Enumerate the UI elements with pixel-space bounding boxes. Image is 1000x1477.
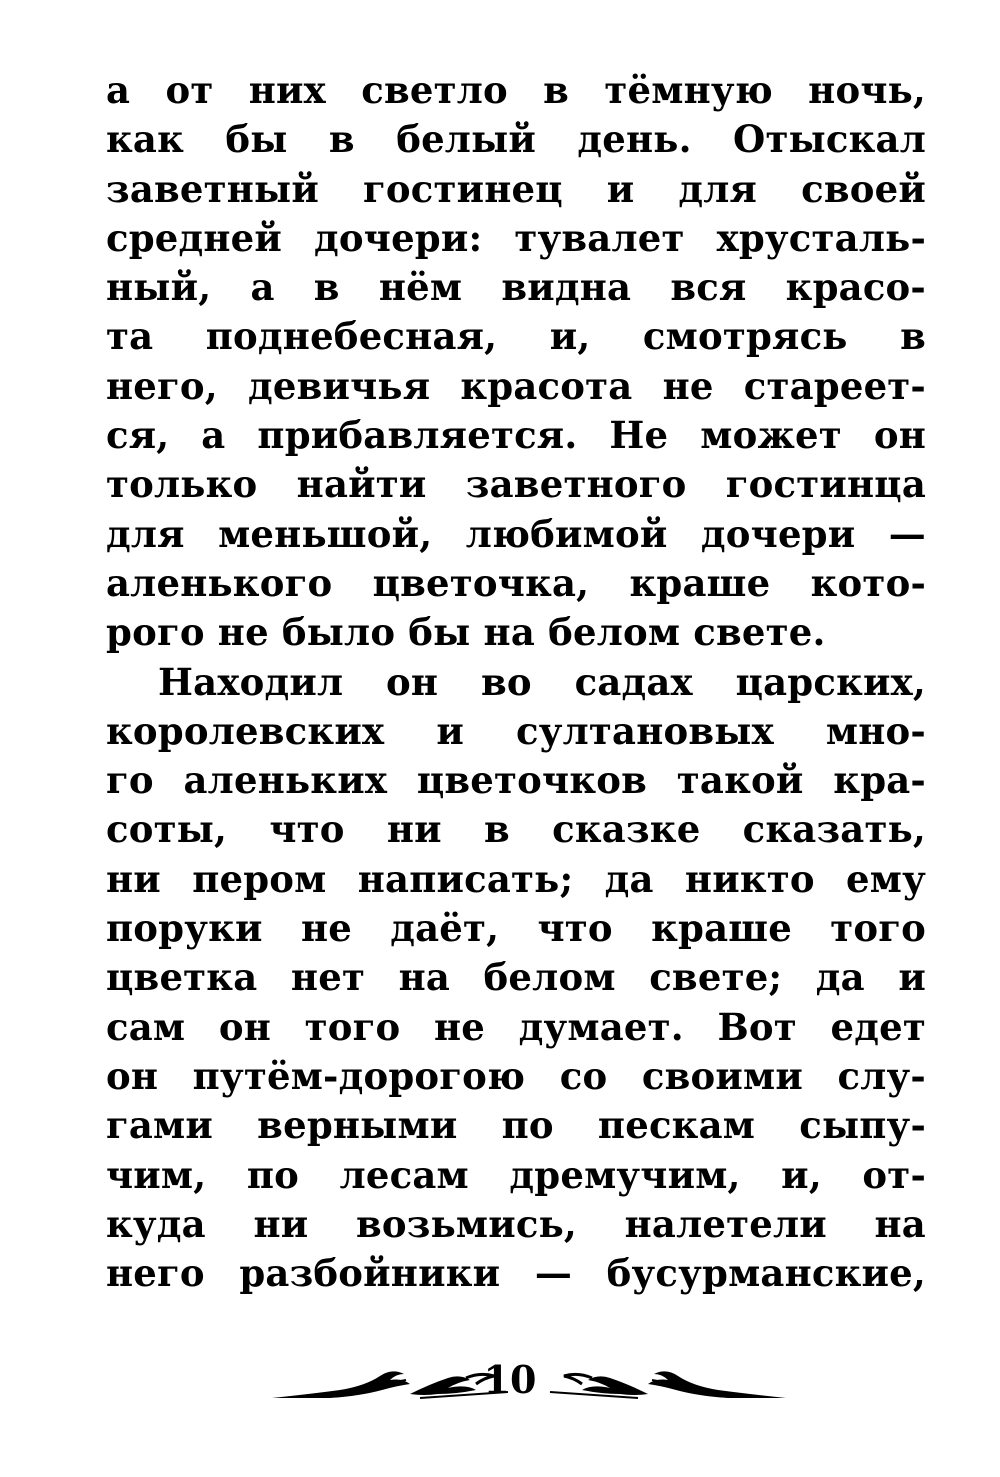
flourish-ornament-icon: [548, 1364, 788, 1404]
text-line: королевских и султановых мно-: [106, 708, 926, 753]
text-line: чим, по лесам дремучим, и, от-: [106, 1152, 926, 1197]
text-line: как бы в белый день. Отыскал: [106, 117, 926, 162]
text-line: соты, что ни в сказке сказать,: [106, 807, 926, 852]
text-line: цветка нет на белом свете; да и: [106, 955, 926, 1000]
text-line: гами верными по пескам сыпу-: [106, 1103, 926, 1148]
text-line: го аленьких цветочков такой кра-: [106, 758, 926, 803]
text-line: поруки не даёт, что краше того: [106, 906, 926, 951]
text-line: куда ни возьмись, налетели на: [106, 1201, 926, 1246]
text-line: средней дочери: тувалет хрусталь-: [106, 215, 926, 260]
text-line: него, девичья красота не стареет-: [106, 363, 926, 408]
body-text: [106, 66, 926, 1298]
page-footer: [0, 1352, 1000, 1412]
text-line: аленького цветочка, краше кото-: [106, 560, 926, 605]
text-line: та поднебесная, и, смотрясь в: [106, 314, 926, 359]
text-line: ся, а прибавляется. Не может он: [106, 413, 926, 458]
text-line: рого не было бы на белом свете.: [106, 610, 826, 655]
page-number: 10: [483, 1357, 537, 1402]
text-line: ный, а в нём видна вся красо-: [106, 265, 926, 310]
text-line: Находил он во садах царских,: [158, 659, 926, 704]
text-line: него разбойники — бусурманские,: [106, 1251, 926, 1296]
text-line: заветный гостинец и для своей: [106, 166, 926, 211]
text-line: только найти заветного гостинца: [106, 462, 926, 507]
text-line: ни пером написать; да никто ему: [106, 856, 926, 901]
text-line: сам он того не думает. Вот едет: [106, 1004, 926, 1049]
text-line: а от них светло в тёмную ночь,: [106, 68, 926, 112]
text-line: для меньшой, любимой дочери —: [106, 511, 926, 556]
text-line: он путём-дорогою со своими слу-: [106, 1053, 926, 1098]
